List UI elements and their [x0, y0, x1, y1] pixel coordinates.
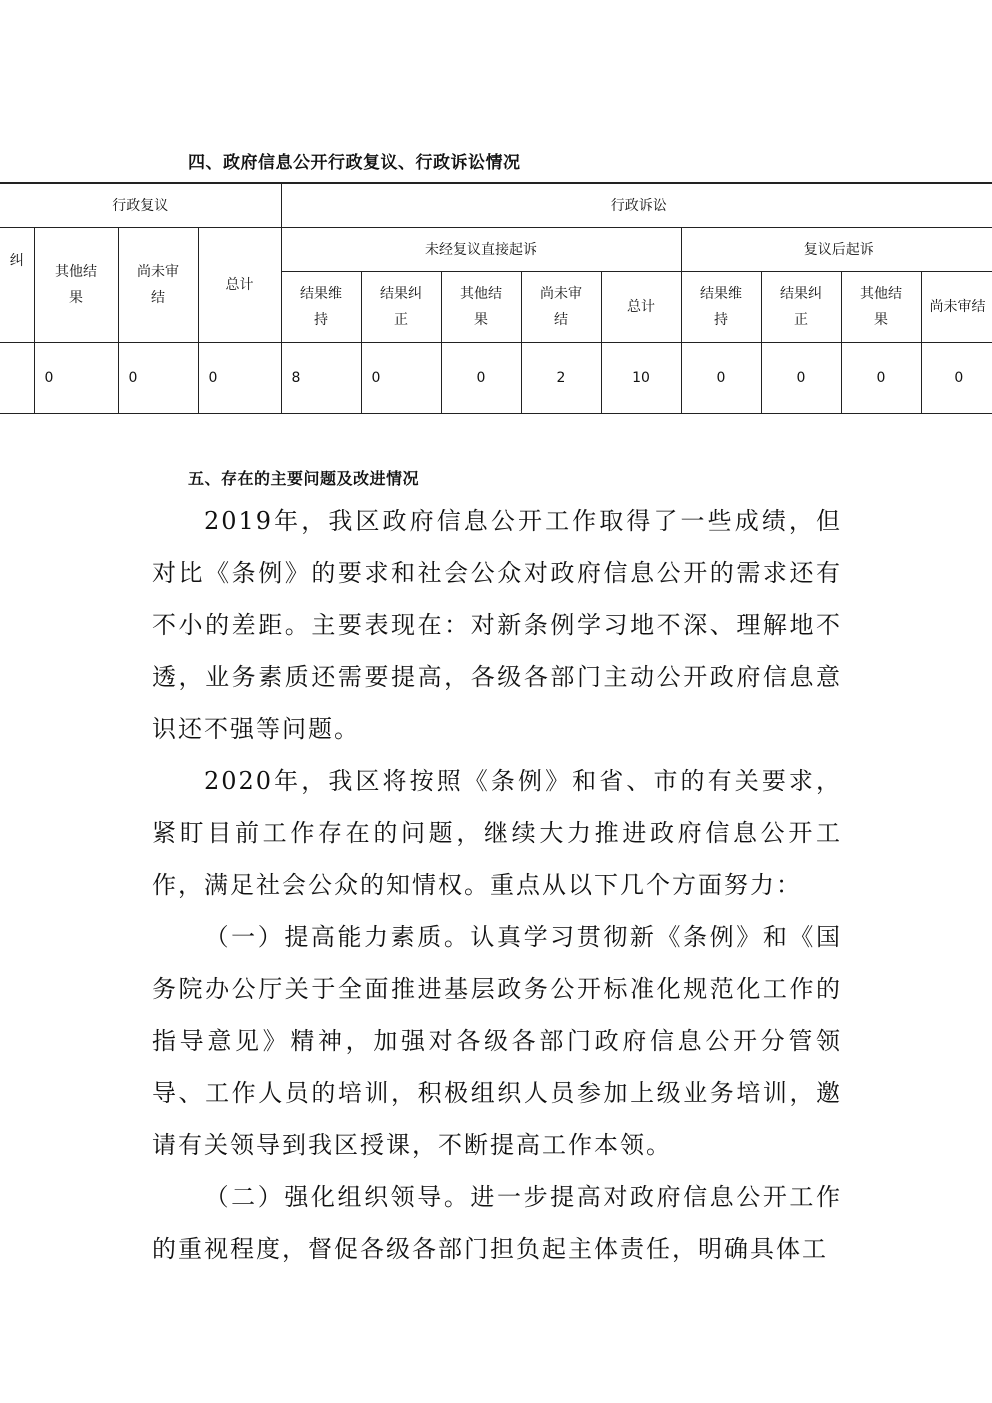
header-direct-col-1: 结果维 持: [281, 272, 361, 343]
paragraph-plan-2020: 2020年，我区将按照《条例》和省、市的有关要求，紧盯目前工作存在的问题，继续大力推进政府信息公开工作，满足社会公众的知情权。重点从以下几个方面努力：: [152, 767, 842, 899]
data-cell: 0: [441, 343, 521, 414]
header-direct-col-3: 其他结 果: [441, 272, 521, 343]
header-direct-col-4: 尚未审 结: [521, 272, 601, 343]
data-cell: 8: [281, 343, 361, 414]
paragraph-measure-2: （二）强化组织领导。进一步提高对政府信息公开工作的重视程度，督促各级各部门担负起主体责任，明确具体工: [152, 1183, 842, 1263]
header-direct-col-2: 结果纠 正: [361, 272, 441, 343]
header-administrative-review: 行政复议: [0, 183, 281, 228]
section-4-title: 四、政府信息公开行政复议、行政诉讼情况: [188, 153, 521, 173]
paragraph-problems: 2019年，我区政府信息公开工作取得了一些成绩，但对比《条例》的要求和社会公众对政府信息公开的需求还有不小的差距。主要表现在：对新条例学习地不深、理解地不透，业务素质还需要提高，各级各部门主动公开政府信息意识还不强等问题。: [152, 507, 842, 743]
header-direct-litigation: 未经复议直接起诉: [281, 228, 681, 272]
header-after-col-3: 其他结 果: [841, 272, 921, 343]
paragraph-measure-1: （一）提高能力素质。认真学习贯彻新《条例》和《国务院办公厅关于全面推进基层政务公开标准化规范化工作的指导意见》精神，加强对各级各部门政府信息公开分管领导、工作人员的培训，积极组织人员参加上级业务培训，邀请有关领导到我区授课，不断提高工作本领。: [152, 923, 842, 1159]
data-cell: 2: [521, 343, 601, 414]
header-review-col-2: 其他结 果: [34, 228, 118, 343]
header-direct-col-5: 总计: [601, 272, 681, 343]
review-litigation-table: [0, 182, 992, 414]
data-cell: 0: [361, 343, 441, 414]
header-after-col-1: 结果维 持: [681, 272, 761, 343]
data-cell: 0: [118, 343, 198, 414]
header-review-col-3: 尚未审 结: [118, 228, 198, 343]
data-cell: 0: [198, 343, 281, 414]
header-after-col-4: 尚未审结: [921, 272, 992, 343]
data-cell: 0: [921, 343, 992, 414]
data-cell: 0: [34, 343, 118, 414]
header-review-col-4: 总计: [198, 228, 281, 343]
section-5-title: 五、存在的主要问题及改进情况: [188, 469, 420, 488]
header-after-col-2: 结果纠 正: [761, 272, 841, 343]
data-cell: [0, 343, 34, 414]
header-administrative-litigation: 行政诉讼: [281, 183, 992, 228]
data-cell: 0: [761, 343, 841, 414]
header-after-review-litigation: 复议后起诉: [681, 228, 992, 272]
data-cell: 0: [841, 343, 921, 414]
data-cell: 10: [601, 343, 681, 414]
header-review-col-1: 纠: [0, 228, 34, 343]
data-cell: 0: [681, 343, 761, 414]
